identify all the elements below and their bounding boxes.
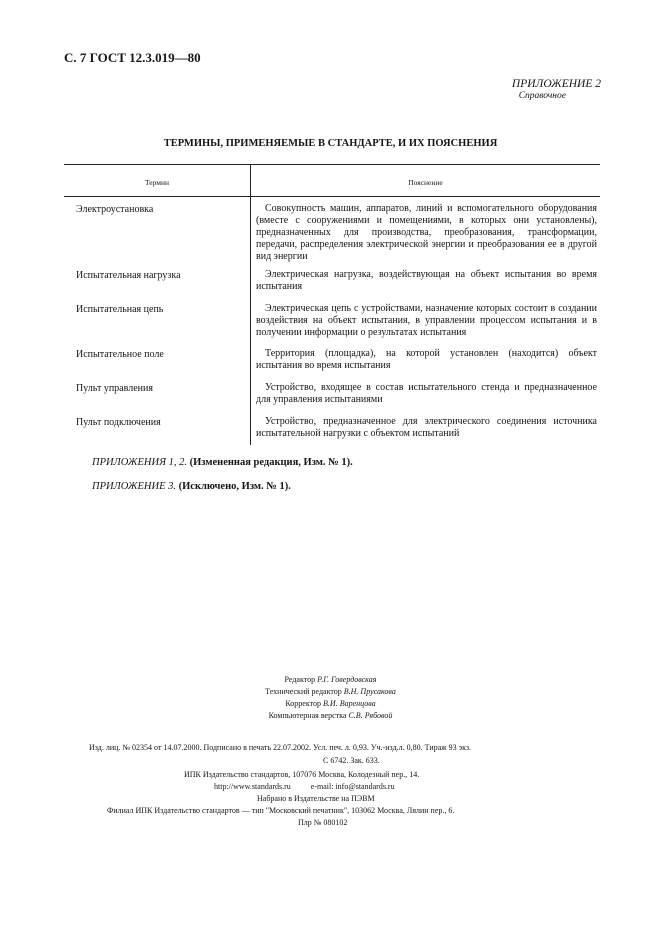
credit-name: С.В. Рябовой [348, 711, 393, 720]
publisher-contacts: http://www.standards.ru e-mail: info@standards.ru [214, 782, 395, 791]
term-cell: Электроустановка [76, 204, 154, 215]
publisher-address: ИПК Издательство стандартов, 107076 Москва, Колодезный пер., 14. [184, 770, 420, 779]
credit-role: Компьютерная верстка [268, 711, 347, 720]
amendment-note [92, 457, 353, 468]
page-header: С. 7 ГОСТ 12.3.019—80 [64, 50, 201, 65]
appendix-title: ПРИЛОЖЕНИЕ 2 [511, 78, 601, 90]
credit-name: Р.Г. Говердовская [317, 675, 377, 684]
note-status: (Исключено, Изм. № 1). [178, 481, 291, 492]
credit-name: В.Н. Прусакова [343, 687, 396, 696]
note-status: (Измененная редакция, Изм. № 1). [189, 457, 353, 468]
credit-line [0, 674, 661, 687]
term-cell: Испытательная нагрузка [76, 270, 181, 281]
credit-line [0, 686, 661, 699]
explanation-cell: Совокупность машин, аппаратов, линий и вспомогательного оборудования (вместе с сооружениями и помещениями, в которых они установлены), предназначенных для производства, преобразования, трансформации, передачи, распределения электрической энергии и преобразования ее в другой вид энергии [256, 203, 597, 262]
term-cell: Испытательное поле [76, 349, 164, 360]
explanation-cell: Электрическая нагрузка, воздействующая на объект испытания во время испытания [256, 269, 597, 292]
publication-order: С 6742. Зак. 633. [323, 756, 380, 765]
credit-role: Корректор [285, 699, 322, 708]
table-column-divider [250, 164, 251, 445]
column-header-explanation: Пояснение [408, 178, 443, 187]
document-title: ТЕРМИНЫ, ПРИМЕНЯЕМЫЕ В СТАНДАРТЕ, И ИХ ПОЯСНЕНИЯ [163, 138, 498, 149]
explanation-cell: Устройство, предназначенное для электрического соединения источника испытательной нагрузки с объектом испытаний [256, 416, 597, 439]
publication-license: Изд. лиц. № 02354 от 14.07.2000. Подписано в печать 22.07.2002. Усл. печ. л. 0,93. Уч.-изд.л. 0,80. Тираж 93 экз. [89, 743, 472, 752]
table-header-rule [64, 196, 600, 197]
typesetting-note: Набрано в Издательстве на ПЭВМ [257, 794, 375, 803]
appendix-subtitle: Справочное [518, 91, 566, 101]
note-reference: ПРИЛОЖЕНИЕ 3. [92, 481, 176, 492]
credit-line [0, 698, 661, 711]
note-reference: ПРИЛОЖЕНИЯ 1, 2. [92, 457, 187, 468]
explanation-cell: Устройство, входящее в состав испытательного стенда и предназначенное для управления испытаниями [256, 382, 597, 405]
amendment-note [92, 481, 291, 492]
column-header-term: Термин [144, 178, 170, 187]
printing-house: Филиал ИПК Издательство стандартов — тип "Московский печатник", 103062 Москва, Лялин пер., 6. [107, 806, 455, 815]
term-cell: Пульт управления [76, 383, 153, 394]
term-cell: Пульт подключения [76, 417, 161, 428]
explanation-cell: Электрическая цепь с устройствами, назначение которых состоит в создании воздействия на объект испытания, в управлении процессом испытания и в получении информации о результатах испытания [256, 303, 597, 338]
explanation-cell: Территория (площадка), на которой установлен (находится) объект испытания во время испытания [256, 348, 597, 371]
printing-license: Плр № 080102 [298, 818, 348, 827]
credit-role: Технический редактор [265, 687, 342, 696]
credit-role: Редактор [284, 675, 316, 684]
term-cell: Испытательная цепь [76, 304, 164, 315]
credit-line [0, 710, 661, 723]
credit-name: В.И. Варенцова [323, 699, 376, 708]
table-top-rule [64, 164, 600, 165]
